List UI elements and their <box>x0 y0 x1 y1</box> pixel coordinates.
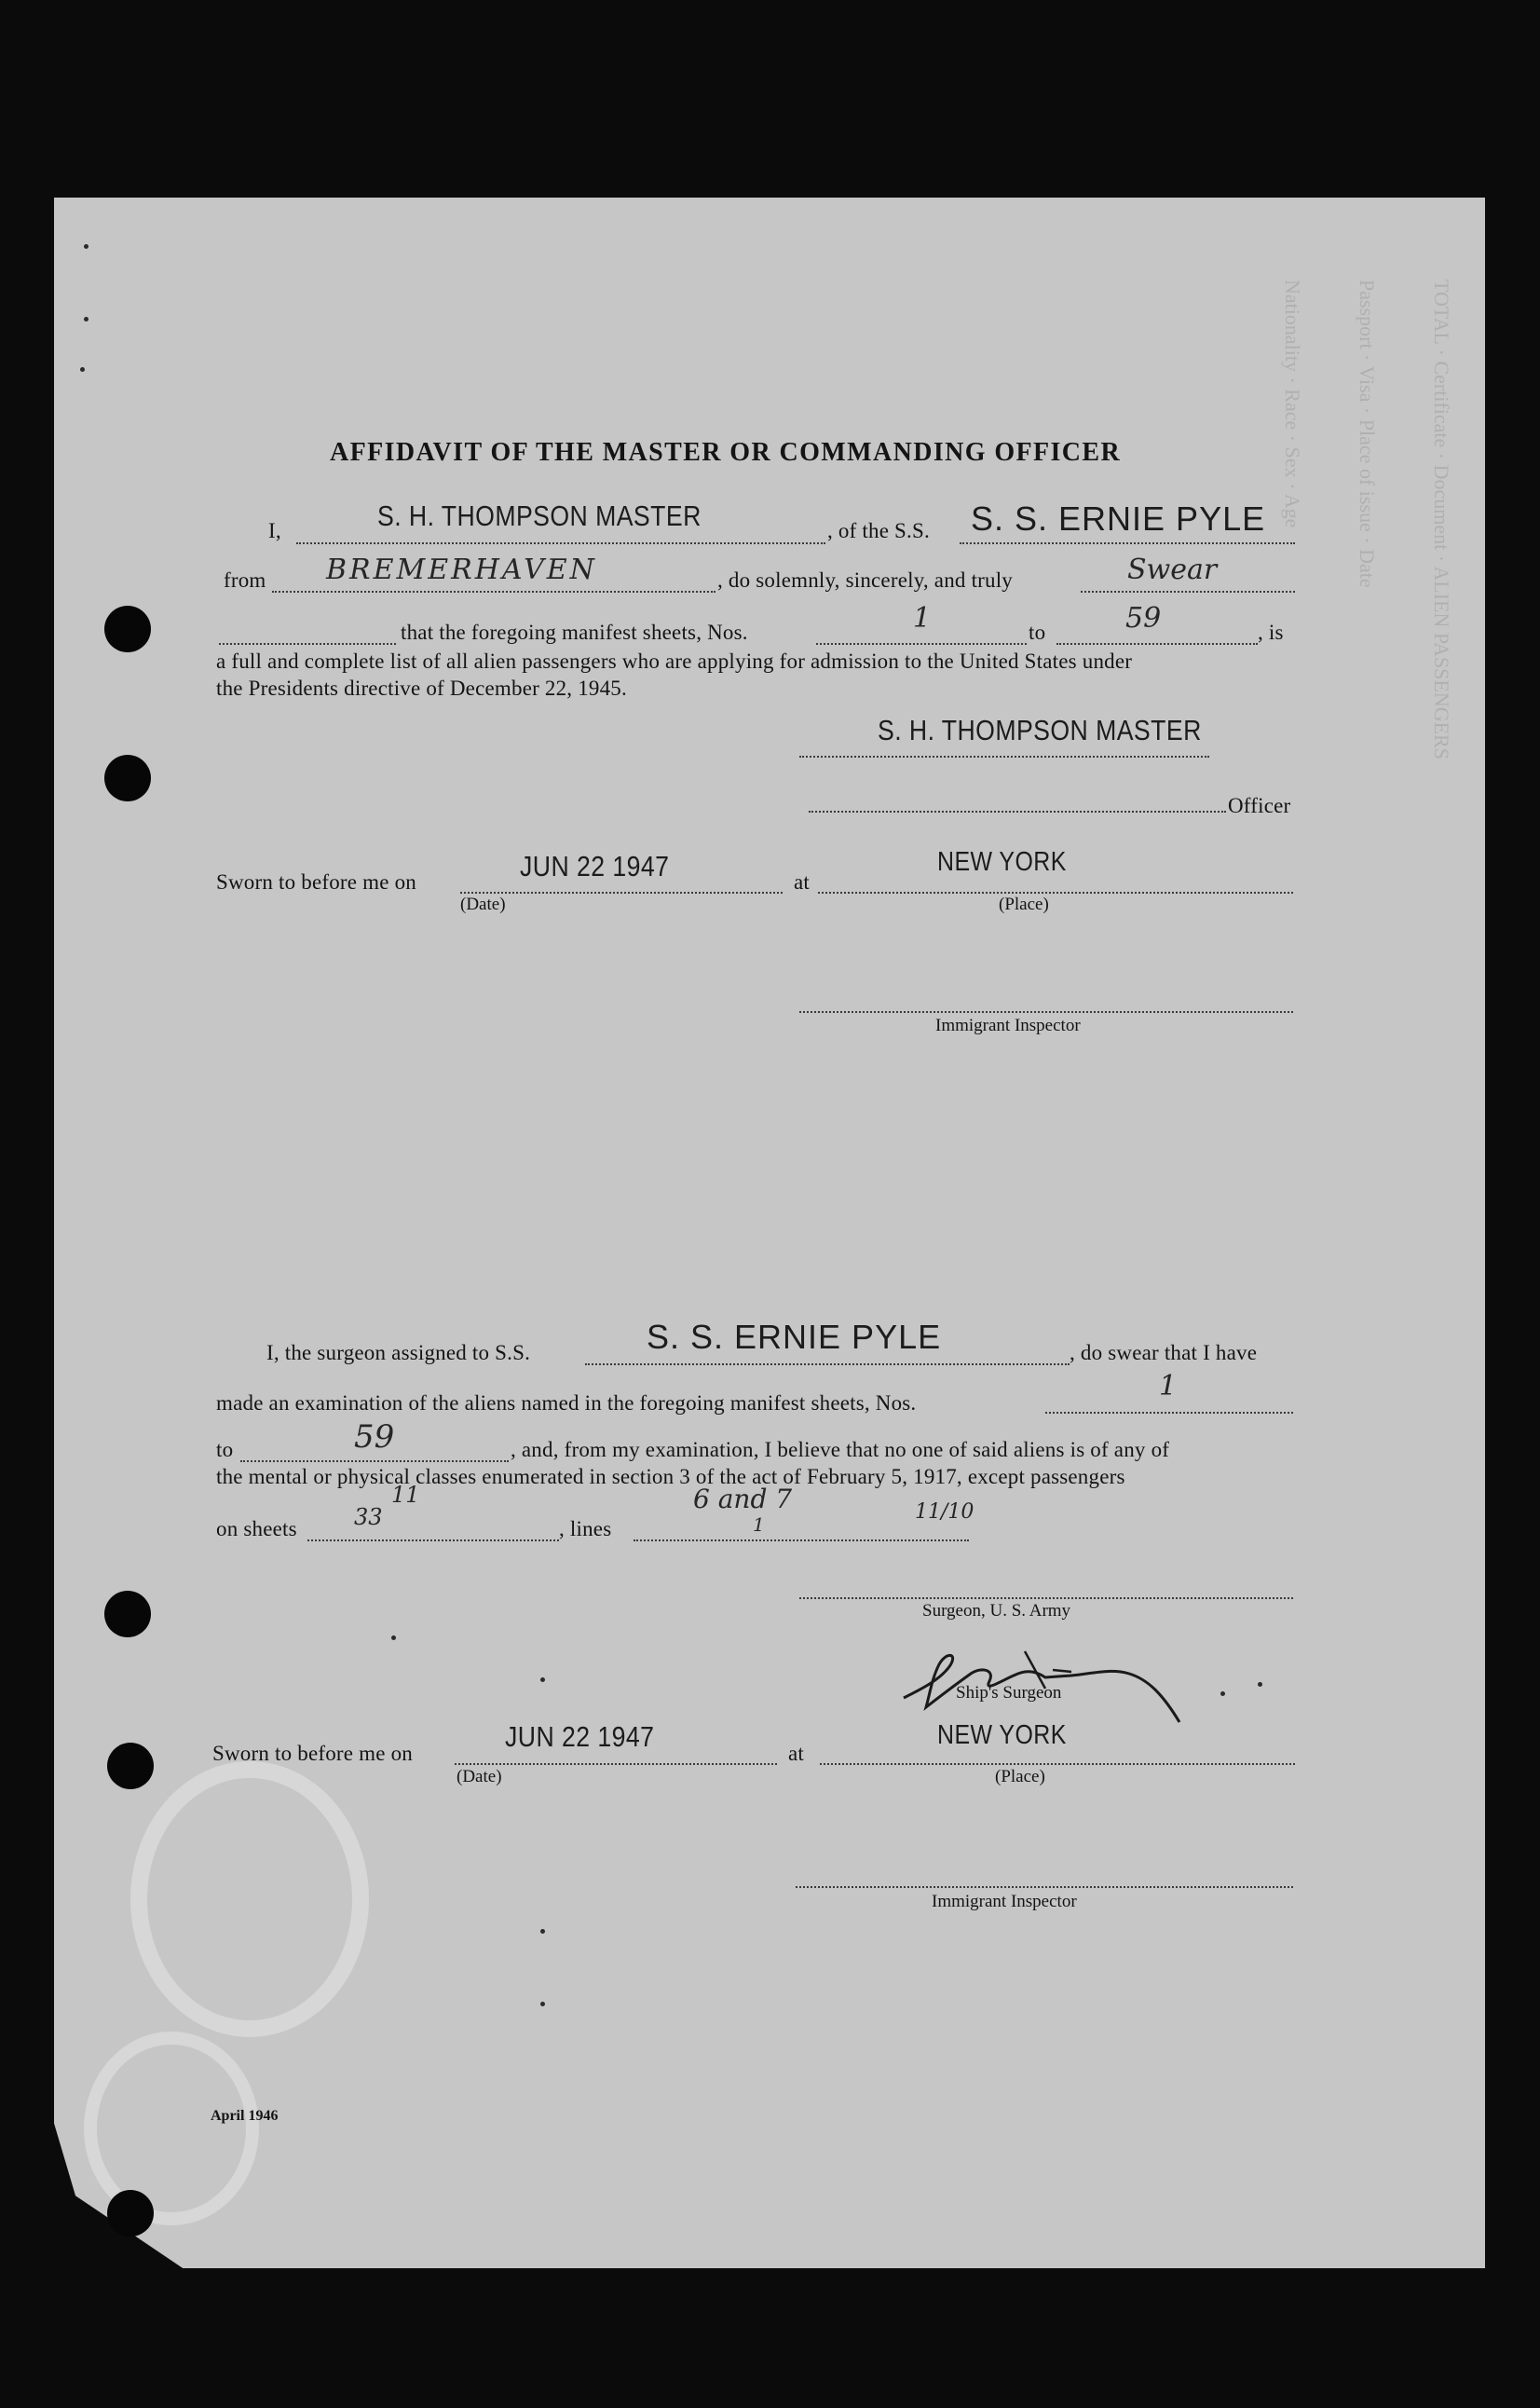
surgeon-sworn-label: Sworn to before me on <box>212 1742 413 1765</box>
master-name-line <box>296 542 825 544</box>
sworn-label: Sworn to before me on <box>216 870 416 894</box>
surgeon-ship-name: S. S. ERNIE PYLE <box>647 1318 942 1356</box>
lines-value-extra: 11/10 <box>915 1500 974 1524</box>
inspector-line <box>799 1011 1293 1013</box>
oath-line <box>1081 591 1295 593</box>
on-sheets-line <box>307 1539 559 1541</box>
lines-line <box>634 1539 969 1541</box>
exam-from-line <box>1045 1412 1293 1414</box>
surgeon-sworn-place-line <box>820 1763 1295 1765</box>
watermark-mark <box>130 1761 369 2037</box>
from-port: BREMERHAVEN <box>326 554 597 586</box>
surgeon-ship-line <box>585 1363 1070 1365</box>
ships-surgeon-label: Ship's Surgeon <box>956 1683 1062 1703</box>
watermark-mark <box>84 2032 259 2225</box>
surgeon-sworn-date: JUN 22 1947 <box>505 1720 655 1753</box>
exam-to-line <box>240 1460 509 1462</box>
exam-sheet-from: 1 <box>1159 1370 1178 1402</box>
ship-name-line <box>960 542 1295 544</box>
affidavit-line-3: the Presidents directive of December 22, 1945. <box>216 677 627 700</box>
officer-label: Officer <box>1228 794 1291 817</box>
speck <box>84 317 89 322</box>
date-caption: (Date) <box>460 895 506 914</box>
sheets-value-top: 11 <box>391 1482 420 1508</box>
sheet-to-line <box>1056 643 1258 645</box>
master-signature-stamp: S. H. THOMPSON MASTER <box>878 714 1202 746</box>
speck <box>84 244 89 249</box>
sworn-place: NEW YORK <box>937 847 1067 877</box>
punch-hole <box>104 606 151 652</box>
surgeon-inspector-label: Immigrant Inspector <box>932 1892 1077 1911</box>
place-caption: (Place) <box>999 895 1049 914</box>
ship-name: S. S. ERNIE PYLE <box>971 499 1266 538</box>
mental-line: the mental or physical classes enumerated in section 3 of the act of February 5, 1917, except passengers <box>216 1465 1125 1488</box>
oath-word: Swear <box>1127 554 1218 586</box>
exam-sheet-to: 59 <box>354 1418 395 1456</box>
surgeon-sworn-date-line <box>455 1763 777 1765</box>
lines-value: 6 and 7 <box>693 1484 793 1514</box>
sheet-to: 59 <box>1125 602 1162 635</box>
speck <box>540 1677 545 1682</box>
solemnly-label: , do solemnly, sincerely, and truly <box>717 568 1014 592</box>
is-label: , is <box>1258 621 1284 644</box>
i-label: I, <box>268 519 281 542</box>
bleed-through-text: TOTAL · Certificate · Document · ALIEN PASSENGERS <box>1430 280 1453 759</box>
speck <box>1258 1682 1262 1687</box>
to-label: to <box>1029 621 1046 644</box>
surgeon-at-label: at <box>788 1742 804 1765</box>
punch-hole <box>107 2190 154 2237</box>
exam-label: made an examination of the aliens named in the foregoing manifest sheets, Nos. <box>216 1391 917 1415</box>
sheet-from-line <box>816 643 1027 645</box>
army-label: Surgeon, U. S. Army <box>922 1601 1071 1621</box>
punch-hole <box>107 1743 154 1789</box>
surgeon-sworn-place: NEW YORK <box>937 1720 1067 1750</box>
surgeon-date-caption: (Date) <box>457 1767 502 1786</box>
speck <box>540 1929 545 1934</box>
blank-line <box>219 643 396 645</box>
sworn-date-line <box>460 892 783 894</box>
from-label: from <box>224 568 266 592</box>
lines-value-sub: 1 <box>753 1513 765 1536</box>
master-name: S. H. THOMPSON MASTER <box>377 499 702 532</box>
sheets-value: 33 <box>354 1504 383 1530</box>
exam-to-label: to <box>216 1438 234 1461</box>
of-ss-label: , of the S.S. <box>827 519 930 542</box>
sworn-place-line <box>818 892 1293 894</box>
speck <box>391 1635 396 1640</box>
officer-line <box>809 811 1226 813</box>
form-date: April 1946 <box>211 2108 279 2124</box>
surgeon-swear-label: , do swear that I have <box>1070 1341 1258 1364</box>
punch-hole <box>104 1591 151 1637</box>
sheet-from: 1 <box>913 602 932 635</box>
at-label: at <box>794 870 810 894</box>
surgeon-i-label: I, the surgeon assigned to S.S. <box>266 1341 531 1364</box>
speck <box>80 367 85 372</box>
belief-label: , and, from my examination, I believe that no one of said aliens is of any of <box>511 1438 1170 1461</box>
surgeon-place-caption: (Place) <box>995 1767 1045 1786</box>
bleed-through-text: Passport · Visa · Place of issue · Date <box>1356 280 1379 588</box>
speck <box>540 2002 545 2006</box>
army-signature-line <box>799 1597 1293 1599</box>
foregoing-label: that the foregoing manifest sheets, Nos. <box>401 621 748 644</box>
bleed-through-text: Nationality · Race · Sex · Age <box>1281 280 1304 528</box>
officer-signature-line <box>799 756 1209 758</box>
sworn-date: JUN 22 1947 <box>520 850 670 882</box>
affidavit-line-2: a full and complete list of all alien passengers who are applying for admission to the United States under <box>216 650 1133 673</box>
surgeon-inspector-line <box>796 1886 1293 1888</box>
affidavit-title: AFFIDAVIT OF THE MASTER OR COMMANDING OFFICER <box>330 438 1122 467</box>
on-sheets-label: on sheets <box>216 1517 297 1540</box>
from-port-line <box>272 591 715 593</box>
inspector-label: Immigrant Inspector <box>935 1016 1081 1035</box>
punch-hole <box>104 755 151 801</box>
lines-label: , lines <box>559 1517 612 1540</box>
